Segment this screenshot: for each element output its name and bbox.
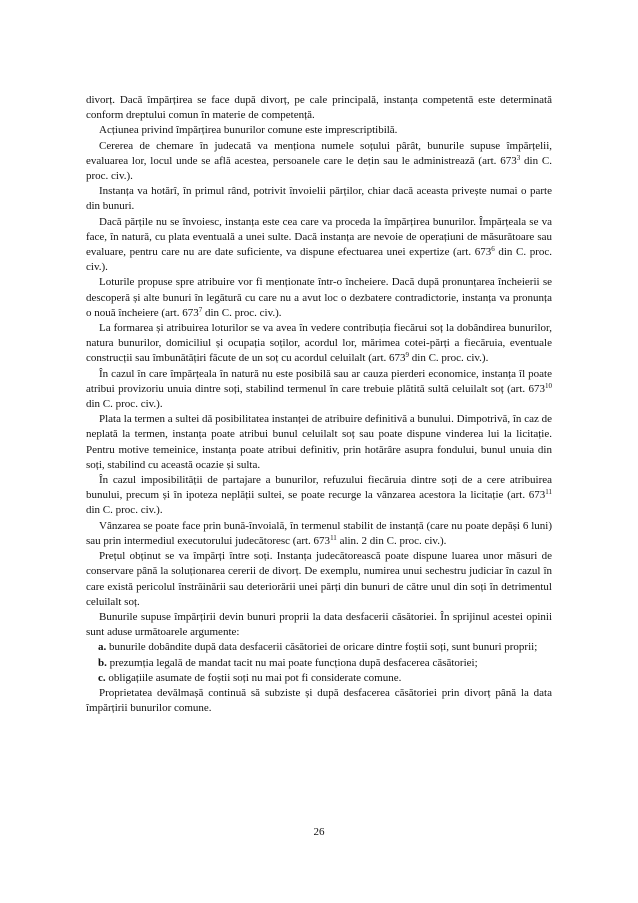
paragraph-7: La formarea și atribuirea loturilor se va avea în vedere contribuția fiecărui soț la dobândirea bunurilor, natura bunurilor, domiciliul și ocupația soților, acordul lor, mărimea cotei-părți a fiecăruia, eventuale construcții sau îmbunătățiri făcute de un soț cu acordul celuilalt (art. $673^9$ din C. proc. civ.).	[86, 322, 552, 365]
list-item-c: c. obligațiile asumate de foștii soți nu mai pot fi considerate comune.	[98, 671, 402, 684]
paragraph-2: Acțiunea privind împărțirea bunurilor comune este imprescriptibilă.	[99, 124, 398, 137]
paragraph-8: În cazul în care împărțeala în natură nu este posibilă sau ar cauza pierderi economice, instanța îl poate atribui provizoriu unuia dintre soți, stabilind termenul în care trebuie plătită sultă celuilalt soț (art. $673^{10}$ din C. proc. civ.).	[86, 367, 552, 411]
list-item-b: b. prezumția legală de mandat tacit nu mai poate funcționa după desfacerea căsătoriei;	[98, 656, 478, 669]
footnote-superscript: 11	[545, 488, 552, 497]
paragraph-3: Cererea de chemare în judecată va menționa numele soțului pârât, bunurile supuse împărțelii, evaluarea lor, locul unde se află acestea, persoanele care le dețin sau le administrează (art. $673^3$ din C. proc. civ.).	[86, 139, 552, 183]
paragraph-9: Plata la termen a sultei dă posibilitatea instanței de atribuire definitivă a bunului. Dimpotrivă, în caz de neplată la termen, instanța poate atribui bunul celuilalt soț sau poate dispune vinderea lui la licitație. Pentru motive temeinice, instanța poate atribui definitiv, prin hotărâre asupra fondului, bunul unuia din soți, stabilind cu această ocazie și sulta.	[86, 413, 552, 471]
list-item-a: a. bunurile dobândite după data desfacerii căsătoriei de oricare dintre foștii soți, sunt bunuri proprii;	[98, 641, 538, 654]
paragraph-11: Vânzarea se poate face prin bună-învoială, în termenul stabilit de instanță (care nu poate depăși 6 luni) sau prin intermediul executorului judecătoresc (art. $673^{11}$ alin. 2 din C. proc. civ.).	[86, 519, 552, 547]
paragraph-13: Bunurile supuse împărțirii devin bunuri proprii la data desfacerii căsătoriei. În sprijinul acestei opinii sunt aduse următoarele argumente:	[86, 610, 552, 639]
paragraph-10: În cazul imposibilității de partajare a bunurilor, refuzului fiecăruia dintre soți de a cere atribuirea bunului, precum și în ipoteza neplății sultei, se poate recurge la vânzarea acestora la licitație (art. $673^{11}$ din C. proc. civ.).	[86, 474, 552, 517]
page-number: 26	[313, 826, 325, 838]
footnote-superscript: 9	[405, 351, 410, 360]
footnote-superscript: 3	[516, 153, 521, 162]
paragraph-14: Proprietatea devălmașă continuă să subziste și după desfacerea căsătoriei prin divorț până la data împărțirii bunurilor comune.	[86, 686, 552, 715]
paragraph-1: divorț. Dacă împărțirea se face după divorț, pe cale principală, instanța competentă este determinată conform dreptului comun în materie de competență.	[86, 94, 552, 122]
paragraph-12: Prețul obținut se va împărți între soți. Instanța judecătorească poate dispune luarea unor măsuri de conservare până la soluționarea cererii de divorț. De exemplu, numirea unui sechestru judiciar în cazul în care există pericolul înstrăinării sau deteriorării unei părți din bunuri de către unul din soți în detrimentul celuilalt soț.	[86, 550, 552, 608]
paragraph-5: Dacă părțile nu se învoiesc, instanța este cea care va proceda la împărțirea bunurilor. Împărțeala se va face, în natură, cu plata eventuală a unei sulte. Dacă instanța are nevoie de operațiuni de măsurătoare sau evaluare, pentru care nu are date suficiente, va dispune efectuarea unei expertize (art. $673^6$ din C. proc. civ.).	[86, 215, 552, 274]
body-text	[86, 93, 552, 716]
list-marker: a.	[98, 641, 107, 654]
paragraph-6: Loturile propuse spre atribuire vor fi menționate într-o încheiere. Dacă după pronunțarea încheierii se descoperă și alte bunuri în legătură cu care nu a avut loc o dezbatere contradictorie, instanța va pronunța o nouă încheiere (art. $673^7$ din C. proc. civ.).	[86, 276, 552, 319]
footnote-superscript: 7	[198, 305, 203, 314]
list-marker: b.	[98, 656, 107, 669]
footnote-superscript: 10	[545, 381, 552, 390]
footnote-superscript: 6	[491, 245, 495, 254]
footnote-superscript: 11	[330, 533, 337, 542]
paragraph-4: Instanța va hotărî, în primul rând, potrivit învoielii părților, chiar dacă aceasta privește numai o parte din bunuri.	[86, 185, 552, 213]
list-marker: c.	[98, 671, 106, 684]
